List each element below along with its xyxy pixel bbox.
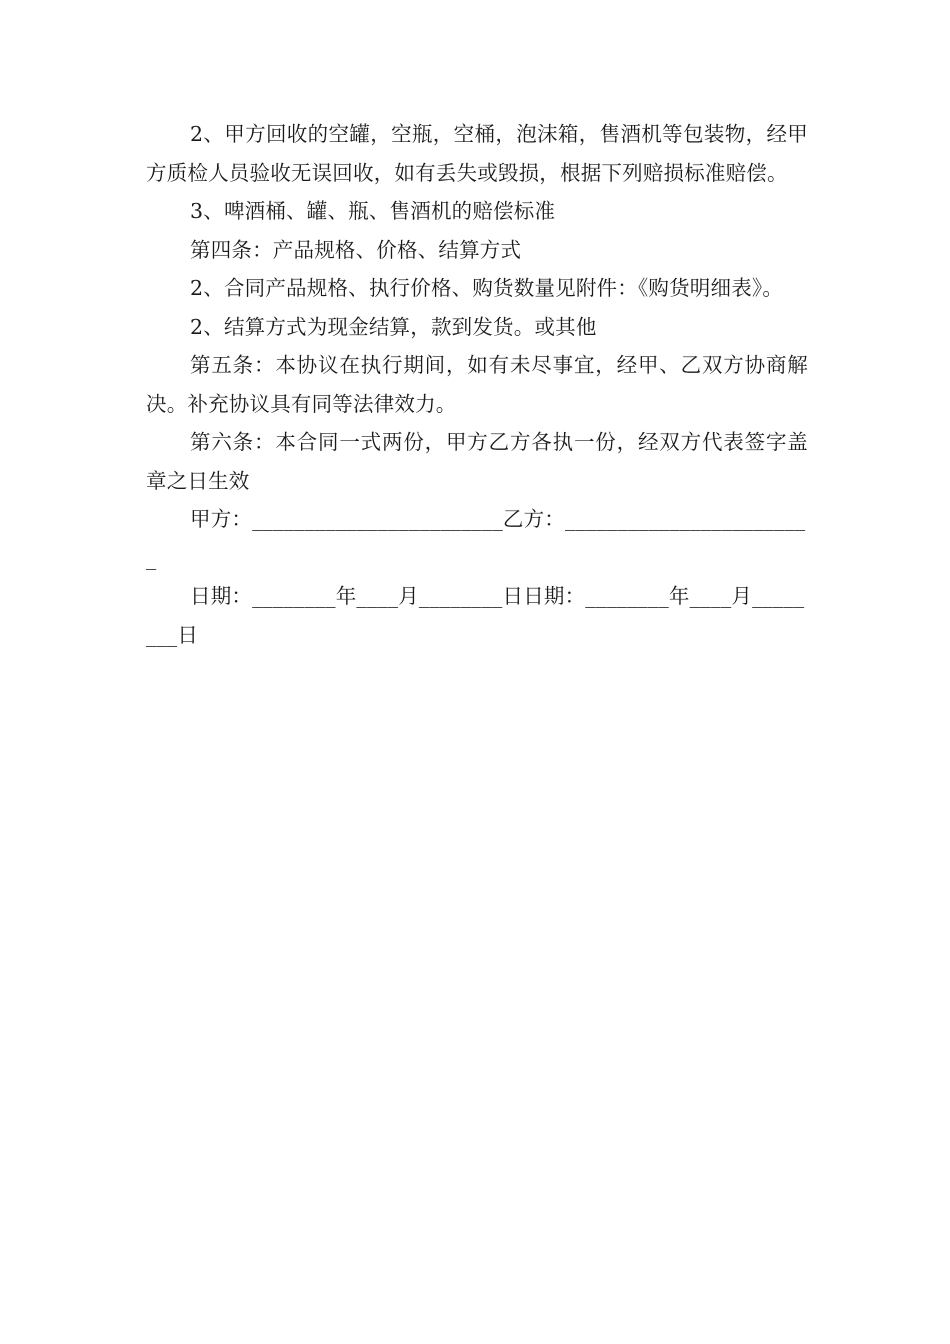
article-four-heading: 第四条：产品规格、价格、结算方式 <box>190 237 522 262</box>
clause-product-spec: 2、合同产品规格、执行价格、购货数量见附件：《购货明细表》。 <box>190 276 784 300</box>
document-page <box>146 115 808 654</box>
date-line: 日期：________年____月________日日期：________年____月________日 <box>146 584 805 647</box>
signature-line: 甲方：________________________乙方：________________________ <box>146 507 806 570</box>
article-six: 第六条：本合同一式两份，甲方乙方各执一份，经双方代表签字盖章之日生效 <box>146 430 808 493</box>
clause-compensation-standard: 3、啤酒桶、罐、瓶、售酒机的赔偿标准 <box>190 199 556 223</box>
clause-return-packaging: 2、甲方回收的空罐，空瓶，空桶，泡沫箱，售酒机等包装物，经甲方质检人员验收无误回收，如有丢失或毁损，根据下列赔损标准赔偿。 <box>146 122 808 185</box>
article-five: 第五条：本协议在执行期间，如有未尽事宜，经甲、乙双方协商解决。补充协议具有同等法律效力。 <box>146 353 808 416</box>
clause-settlement-method: 2、结算方式为现金结算，款到发货。或其他 <box>190 314 597 339</box>
